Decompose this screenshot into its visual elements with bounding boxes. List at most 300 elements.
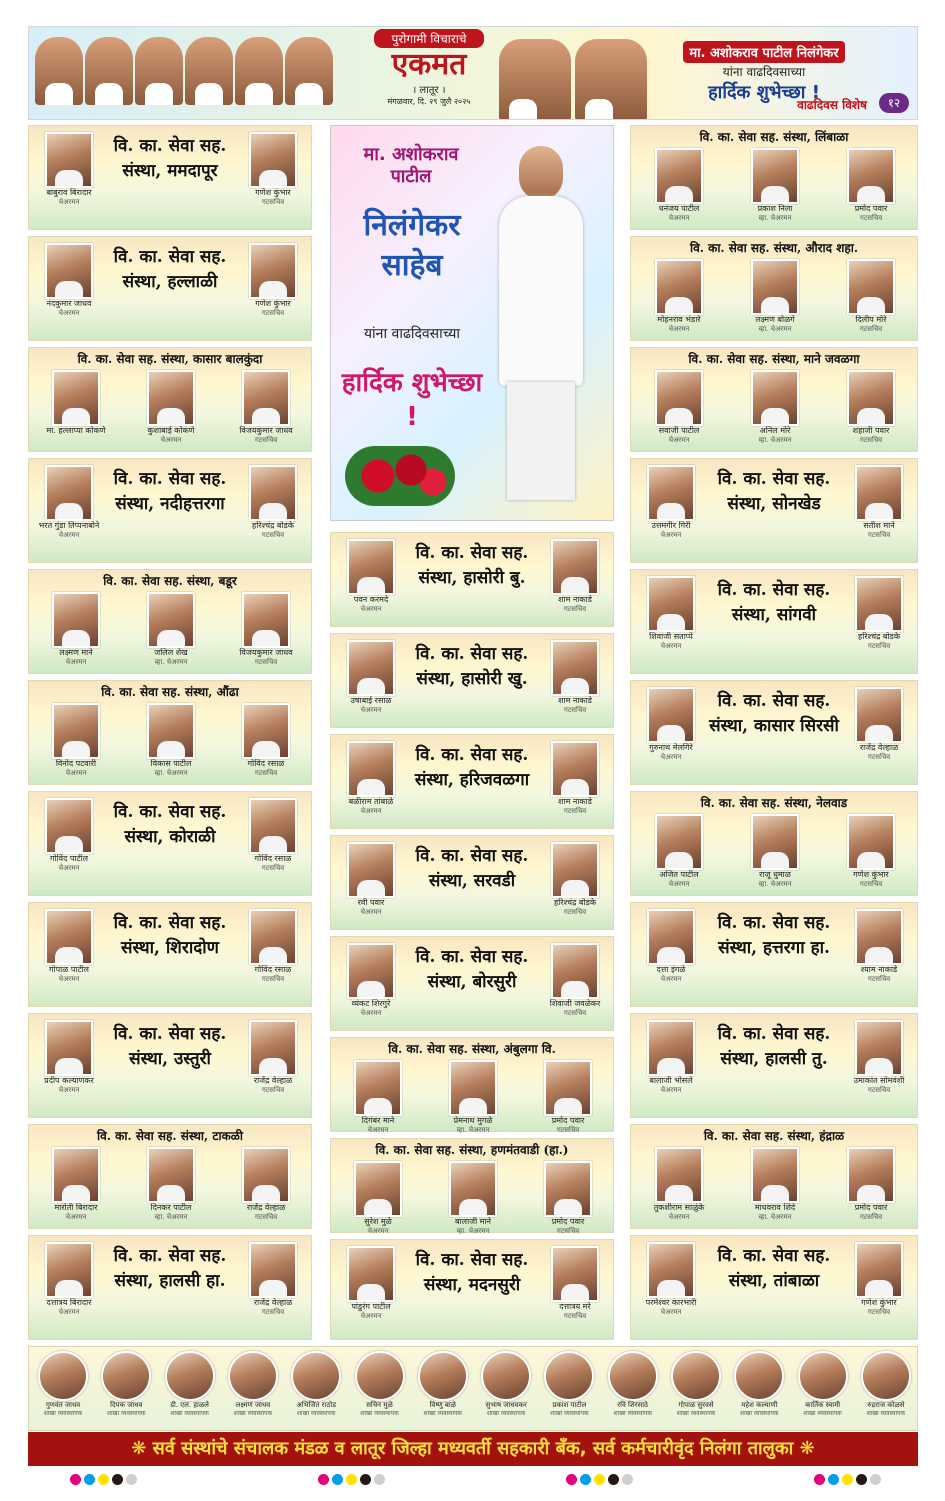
member-photo (147, 1147, 195, 1203)
member-role: गटसचिव (261, 531, 285, 539)
society-title: वि. का. सेवा सह. संस्था, कासार बालकुंदा (77, 352, 263, 366)
manager-role: शाखा व्यवस्थापक (676, 1410, 716, 1417)
member-role: गटसचिव (563, 908, 587, 916)
leader-photo (185, 37, 233, 105)
society-card (28, 347, 312, 452)
member-name: पवन करमदे (353, 595, 389, 604)
member (339, 741, 403, 815)
manager-name: रवि शिरसाठे (617, 1401, 649, 1409)
member-role: व्हा. चेअरमन (154, 769, 188, 777)
member-role: गटसचिव (563, 706, 587, 714)
member-name: हरिश्चंद्र बोडके (252, 521, 294, 530)
register-dot (842, 1474, 853, 1485)
member-photo (45, 1242, 93, 1298)
branch-manager (793, 1351, 853, 1418)
member (44, 370, 108, 436)
member-role: चेअरमन (58, 198, 80, 206)
member (339, 842, 403, 916)
member-name: उमाकांत सोमवंशी (853, 1076, 905, 1085)
member (37, 1020, 101, 1094)
member-photo (751, 1147, 799, 1203)
member-photo (45, 1020, 93, 1076)
member (241, 465, 305, 539)
society-title: वि. का. सेवा सह. संस्था, बडूर (103, 574, 237, 588)
society-card (28, 236, 312, 341)
register-dot (346, 1474, 357, 1485)
member-role: गटसचिव (859, 325, 883, 333)
register-dot (84, 1474, 95, 1485)
member-photo (751, 370, 799, 426)
member (639, 465, 703, 539)
member (839, 370, 903, 444)
member-role: चेअरमन (668, 325, 690, 333)
member (847, 687, 911, 761)
member (241, 909, 305, 983)
member-role: गटसचिव (563, 1312, 587, 1320)
member-photo (249, 1242, 297, 1298)
member-role: गटसचिव (261, 198, 285, 206)
member-name: नंदकुमार जाधव (46, 299, 92, 308)
member (441, 1060, 505, 1134)
member-role: गटसचिव (254, 658, 278, 666)
society-card (630, 125, 918, 230)
member-name: मारोती बिरादार (54, 1203, 98, 1212)
society-card (630, 569, 918, 674)
branch-manager (413, 1351, 473, 1418)
honoree-legs (507, 382, 575, 500)
member-name: प्रमोद पवार (551, 1116, 585, 1125)
member-name: राजेंद्र वेल्हाळ (246, 1203, 286, 1212)
member-role: व्हा. चेअरमन (758, 325, 792, 333)
member-name: दत्तात्रय मरे (559, 1302, 591, 1311)
member-photo (354, 1161, 402, 1217)
member-name: गणेश कुंभार (255, 299, 291, 308)
member-role: चेअरमन (360, 1009, 382, 1017)
manager-role: शाखा व्यवस्थापक (107, 1410, 146, 1417)
member-role: चेअरमन (660, 642, 682, 650)
society-card (330, 1239, 614, 1340)
newspaper-brand (374, 29, 484, 107)
member-role: गटसचिव (556, 1227, 580, 1235)
wish-line: यांना वाढदिवसाच्या (722, 65, 806, 79)
society-title: वि. का. सेवा सह. संस्था, सरवडी (415, 846, 529, 891)
member-photo (52, 370, 100, 426)
member (139, 703, 203, 777)
manager-role: शाखा व्यवस्थापक (740, 1410, 779, 1417)
branch-manager (603, 1351, 663, 1418)
manager-role: शाखा व्यवस्थापक (170, 1410, 209, 1417)
member-name: दत्तात्रय बिरादार (46, 1298, 92, 1307)
member-name: प्रेमनाथ मुगळे (453, 1116, 493, 1125)
member-photo (647, 1020, 695, 1076)
register-dot (622, 1474, 633, 1485)
member-name: उषाबाई रसाळ (350, 696, 392, 705)
manager-name: सचिन मुळे (366, 1401, 393, 1409)
member-name: बालाजी भोसले (649, 1076, 693, 1085)
manager-name: गोपाळ सुरवसे (678, 1401, 714, 1409)
member-role: चेअरमन (58, 864, 80, 872)
member (241, 798, 305, 872)
member-name: मोहनराव भंडारे (657, 315, 701, 324)
member-name: विजयकुमार जाधव (239, 648, 293, 657)
member (839, 814, 903, 888)
member-role: चेअरमन (367, 1126, 389, 1134)
member-name: उत्तमगीर गिरी (651, 521, 691, 530)
member-role: गटसचिव (859, 880, 883, 888)
member-role: चेअरमन (367, 1227, 389, 1235)
member-name: अनिल मोरे (759, 426, 791, 435)
member-photo (655, 814, 703, 870)
roses-bouquet-icon (345, 446, 455, 506)
member-name: लक्ष्मण बोळगे (755, 315, 795, 324)
register-marks (566, 1474, 633, 1486)
member-name: शिवाजी सताप्पे (649, 632, 693, 641)
member-name: विनोद पटवारी (55, 759, 97, 768)
member-role: व्हा. चेअरमन (758, 880, 792, 888)
society-card (28, 680, 312, 785)
manager-photo (228, 1351, 278, 1401)
manager-name: प्रकाश पाटील (552, 1401, 587, 1409)
member-name: गणेश कुंभार (853, 870, 889, 879)
honoree-figure (481, 146, 601, 506)
member-role: चेअरमन (58, 1308, 80, 1316)
member-photo (449, 1161, 497, 1217)
poster-line-4: हार्दिक शुभेच्छा ! (341, 368, 483, 432)
member (543, 1246, 607, 1320)
member (346, 1060, 410, 1134)
member-name: प्रदीप कल्याणकर (44, 1076, 94, 1085)
register-dot (870, 1474, 881, 1485)
member-name: व्यंकट शिरगुरे (351, 999, 391, 1008)
branch-managers-strip (28, 1346, 918, 1431)
register-dot (580, 1474, 591, 1485)
register-dot (98, 1474, 109, 1485)
member-role: गटसचिव (563, 605, 587, 613)
member-photo (647, 576, 695, 632)
society-title: वि. का. सेवा सह. संस्था, औराद शहा. (689, 241, 859, 255)
society-title: वि. का. सेवा सह. संस्था, लिंबाळा (699, 130, 849, 144)
member-role: चेअरमन (58, 975, 80, 983)
honoree-name: मा. अशोकराव पाटील निलंगेकर (683, 41, 844, 63)
member (543, 943, 607, 1017)
member-role: व्हा. चेअरमन (154, 1213, 188, 1221)
society-title: वि. का. सेवा सह. संस्था, हंद्राळ (703, 1129, 845, 1143)
member (234, 703, 298, 777)
member-photo (751, 814, 799, 870)
member-photo (847, 370, 895, 426)
member-photo (347, 1246, 395, 1302)
society-title: वि. का. सेवा सह. संस्था, कोराळी (113, 802, 227, 847)
manager-name: डी. एल. हाळले (170, 1401, 209, 1409)
member-role: चेअरमन (360, 605, 382, 613)
member (847, 576, 911, 650)
member-photo (847, 1147, 895, 1203)
member-name: माधवराव शिंदे (754, 1203, 796, 1212)
member-name: शहाजी पवार (852, 426, 890, 435)
member-name: गणेश कुंभार (861, 1298, 897, 1307)
manager-name: विष्णु बाळे (429, 1401, 456, 1409)
member (44, 1147, 108, 1221)
register-marks (814, 1474, 881, 1486)
manager-photo (671, 1351, 721, 1401)
member-name: प्रमोद पवार (551, 1217, 585, 1226)
leader-photo (35, 37, 83, 105)
member-photo (249, 132, 297, 188)
member-photo (847, 259, 895, 315)
member-role: गटसचिव (867, 975, 891, 983)
society-card (630, 1124, 918, 1229)
member-role: गटसचिव (867, 531, 891, 539)
member-name: राजेंद्र वेल्हाळ (253, 1298, 293, 1307)
member (234, 592, 298, 666)
society-title: वि. का. सेवा सह. संस्था, हासोरी खु. (415, 644, 529, 689)
member-photo (249, 243, 297, 299)
manager-name: महेश कल्याणी (741, 1401, 778, 1409)
member (139, 370, 203, 444)
member-name: दिगंबर माने (361, 1116, 395, 1125)
member-photo (45, 909, 93, 965)
society-title: वि. का. सेवा सह. संस्था, औंढा (101, 685, 239, 699)
register-dot (332, 1474, 343, 1485)
footer-banner: ❋ सर्व संस्थांचे संचालक मंडळ व लातूर जिल्हा मध्यवर्ती सहकारी बँक, सर्व कर्मचारीवृंद निलंगा तालुका ❋ (28, 1432, 918, 1466)
member (339, 539, 403, 613)
member-photo (249, 1020, 297, 1076)
register-dot (594, 1474, 605, 1485)
society-card (28, 902, 312, 1007)
special-label: वाढदिवस विशेष (797, 98, 867, 112)
society-title: वि. का. सेवा सह. संस्था, उस्तुरी (113, 1024, 227, 1069)
member (441, 1161, 505, 1235)
society-title: वि. का. सेवा सह. संस्था, ममदापूर (113, 136, 227, 181)
society-title: वि. का. सेवा सह. संस्था, हल्लाळी (113, 247, 227, 292)
member-role: चेअरमन (660, 1308, 682, 1316)
manager-photo (291, 1351, 341, 1401)
member-photo (655, 370, 703, 426)
manager-name: दिपक जाधव (110, 1401, 143, 1409)
member-photo (551, 943, 599, 999)
register-dot (608, 1474, 619, 1485)
member-role: चेअरमन (660, 1086, 682, 1094)
member-photo (147, 370, 195, 426)
member-name: विजयकुमार जाधव (239, 426, 293, 435)
member-name: प्रकाश निला (757, 204, 793, 213)
member-role: चेअरमन (360, 706, 382, 714)
society-title: वि. का. सेवा सह. संस्था, माने जवळगा (688, 352, 860, 366)
member-role: गटसचिव (867, 642, 891, 650)
member-role: चेअरमन (668, 880, 690, 888)
member-photo (242, 1147, 290, 1203)
member-name: अजित पाटील (659, 870, 699, 879)
member-photo (347, 640, 395, 696)
manager-role: शाखा व्यवस्थापक (550, 1410, 589, 1417)
brand-tagline: पुरोगामी विचाराचे (374, 29, 484, 48)
member (847, 1242, 911, 1316)
member-photo (249, 798, 297, 854)
member-photo (655, 1147, 703, 1203)
member-name: सतीश माने (863, 521, 895, 530)
member-name: जलिल शेख (154, 648, 188, 657)
member-photo (449, 1060, 497, 1116)
hero-poster (330, 125, 614, 521)
member (743, 148, 807, 222)
manager-role: शाखा व्यवस्थापक (233, 1410, 273, 1417)
member-role: गटसचिव (867, 1086, 891, 1094)
member (839, 1147, 903, 1221)
member-photo (45, 132, 93, 188)
member-photo (855, 909, 903, 965)
member-name: शाम नाकाडे (558, 696, 592, 705)
society-title: वि. का. सेवा सह. संस्था, हालसी तु. (717, 1024, 831, 1069)
member-name: गणेश कुंभार (255, 188, 291, 197)
member (647, 814, 711, 888)
member (743, 370, 807, 444)
member-name: गोविंद रसाळ (247, 759, 285, 768)
society-card (28, 1013, 312, 1118)
member (647, 148, 711, 222)
member-photo (647, 909, 695, 965)
society-title: वि. का. सेवा सह. संस्था, सोनखेड (717, 469, 831, 514)
member-name: मा. हल्लाप्पा कोकणे (46, 426, 106, 435)
society-card (28, 125, 312, 230)
society-title: वि. का. सेवा सह. संस्था, तांबाळा (717, 1246, 831, 1291)
member-photo (347, 943, 395, 999)
society-title: वि. का. सेवा सह. संस्था, सांगवी (717, 580, 831, 625)
member (639, 1242, 703, 1316)
society-card (630, 347, 918, 452)
member-name: भरत गुंडा तिप्पनाबोने (38, 521, 100, 530)
member-photo (551, 1246, 599, 1302)
member-photo (751, 259, 799, 315)
register-dot (112, 1474, 123, 1485)
leader-photo (235, 37, 283, 105)
member-role: गटसचिव (261, 1308, 285, 1316)
member (241, 132, 305, 206)
society-title: वि. का. सेवा सह. संस्था, हासोरी बु. (415, 543, 529, 588)
member-photo (52, 1147, 100, 1203)
member-name: दिनकर पाटील (150, 1203, 192, 1212)
masthead (28, 26, 918, 120)
member (37, 1242, 101, 1316)
member-role: गटसचिव (563, 807, 587, 815)
member-name: राजेंद्र वेल्हाळ (253, 1076, 293, 1085)
member-role: चेअरमन (58, 1086, 80, 1094)
member-role: व्हा. चेअरमन (456, 1227, 490, 1235)
manager-name: गुणवंत जाधव (45, 1401, 81, 1409)
member-role: चेअरमन (660, 975, 682, 983)
society-card (28, 458, 312, 563)
member-role: गटसचिव (563, 1009, 587, 1017)
member-photo (855, 465, 903, 521)
member-role: चेअरमन (65, 1213, 87, 1221)
member-photo (45, 798, 93, 854)
society-title: वि. का. सेवा सह. संस्था, हणमंतवाडी (हा.) (375, 1143, 569, 1157)
member (44, 703, 108, 777)
member-photo (45, 465, 93, 521)
member-name: पांडुरंग पाटील (351, 1302, 391, 1311)
society-title: वि. का. सेवा सह. संस्था, हालसी हा. (113, 1246, 227, 1291)
register-dot (814, 1474, 825, 1485)
greeting-text: हार्दिक शुभेच्छा ! (708, 82, 820, 103)
member-name: हरिश्चंद्र बोडके (858, 632, 900, 641)
member-photo (551, 539, 599, 595)
member-role: गटसचिव (261, 309, 285, 317)
member-photo (855, 1242, 903, 1298)
branch-manager (96, 1351, 156, 1418)
member-name: बालाजी माने (455, 1217, 491, 1226)
member-photo (647, 687, 695, 743)
member-role: व्हा. चेअरमन (154, 658, 188, 666)
member-name: लक्ष्मण माने (59, 648, 93, 657)
leader-photo (285, 37, 333, 105)
member-role: चेअरमन (360, 908, 382, 916)
member-photo (52, 592, 100, 648)
society-card (630, 236, 918, 341)
member (339, 1246, 403, 1320)
member (543, 741, 607, 815)
member (37, 465, 101, 539)
member-name: बळीराम तांबाळे (348, 797, 394, 806)
member-role: चेअरमन (360, 1312, 382, 1320)
register-dot (318, 1474, 329, 1485)
member-photo (551, 741, 599, 797)
honoree-body (499, 196, 583, 386)
member (139, 1147, 203, 1221)
society-card (630, 680, 918, 785)
member (139, 592, 203, 666)
member-role: चेअरमन (668, 214, 690, 222)
society-card (330, 734, 614, 829)
member-role: चेअरमन (65, 658, 87, 666)
member-role: गटसचिव (859, 1213, 883, 1221)
member-photo (647, 1242, 695, 1298)
member-photo (347, 842, 395, 898)
register-marks (70, 1474, 137, 1486)
member (346, 1161, 410, 1235)
manager-photo (608, 1351, 658, 1401)
member-photo (347, 539, 395, 595)
member-role: गटसचिव (867, 753, 891, 761)
leader-photo (85, 37, 133, 105)
member-photo (249, 909, 297, 965)
member-role: व्हा. चेअरमन (758, 1213, 792, 1221)
society-card (330, 835, 614, 930)
member (234, 370, 298, 444)
member-role: गटसचिव (859, 214, 883, 222)
honoree-photo (499, 39, 571, 120)
member (639, 576, 703, 650)
branch-manager (223, 1351, 283, 1418)
society-card (28, 1235, 312, 1340)
manager-name: रुद्रराज कोळसे (867, 1401, 905, 1409)
society-title: वि. का. सेवा सह. संस्था, मदनसुरी (415, 1250, 529, 1295)
member-name: गोपाळ पाटील (49, 965, 89, 974)
society-card (630, 791, 918, 896)
member-name: राजेंद्र वेल्हाळ (859, 743, 899, 752)
member-role: गटसचिव (254, 436, 278, 444)
member-photo (544, 1060, 592, 1116)
member (743, 259, 807, 333)
society-card (330, 1037, 614, 1132)
branch-manager (160, 1351, 220, 1418)
manager-role: शाखा व्यवस्थापक (803, 1410, 842, 1417)
member-name: कुशाबाई कोकणे (147, 426, 195, 435)
society-card (330, 633, 614, 728)
member (543, 640, 607, 714)
member-photo (242, 592, 290, 648)
poster-line-1: मा. अशोकराव पाटील (363, 144, 459, 187)
manager-photo (355, 1351, 405, 1401)
member (339, 943, 403, 1017)
